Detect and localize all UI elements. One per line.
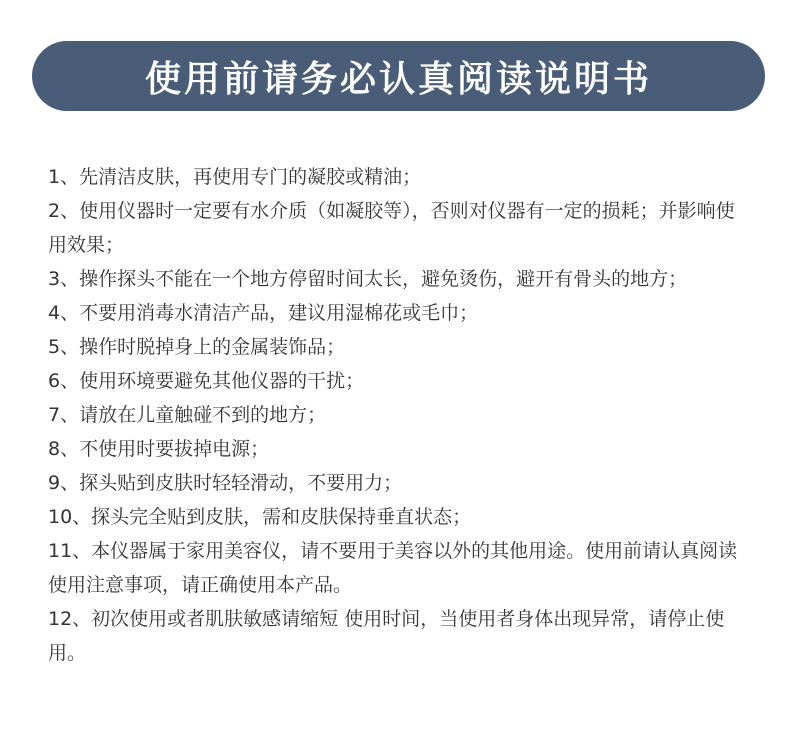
list-item: 2、使用仪器时一定要有水介质（如凝胶等），否则对仪器有一定的损耗；并影响使用效果； [48,200,735,256]
list-item: 4、不要用消毒水清洁产品，建议用湿棉花或毛巾； [48,302,479,324]
list-item: 12、初次使用或者肌肤敏感请缩短 使用时间，当使用者身体出现异常，请停止使用。 [48,608,725,664]
list-item: 10、探头完全贴到皮肤，需和皮肤保持垂直状态； [48,506,472,528]
list-item: 11、本仪器属于家用美容仪，请不要用于美容以外的其他用途。使用前请认真阅读使用注意事项，请正确使用本产品。 [48,540,738,596]
header-banner [32,41,765,111]
list-item: 7、请放在儿童触碰不到的地方； [48,404,327,426]
list-item: 9、探头贴到皮肤时轻轻滑动，不要用力； [48,472,403,494]
instructions-list [48,160,748,670]
list-item: 6、使用环境要避免其他仪器的干扰； [48,370,365,392]
list-item: 5、操作时脱掉身上的金属装饰品； [48,336,346,358]
page-title: 使用前请务必认真阅读说明书 [144,58,652,100]
list-item: 8、不使用时要拔掉电源； [48,438,270,460]
list-item: 3、操作探头不能在一个地方停留时间太长，避免烫伤，避开有骨头的地方； [48,268,688,290]
list-item: 1、先清洁皮肤，再使用专门的凝胶或精油； [48,166,422,188]
